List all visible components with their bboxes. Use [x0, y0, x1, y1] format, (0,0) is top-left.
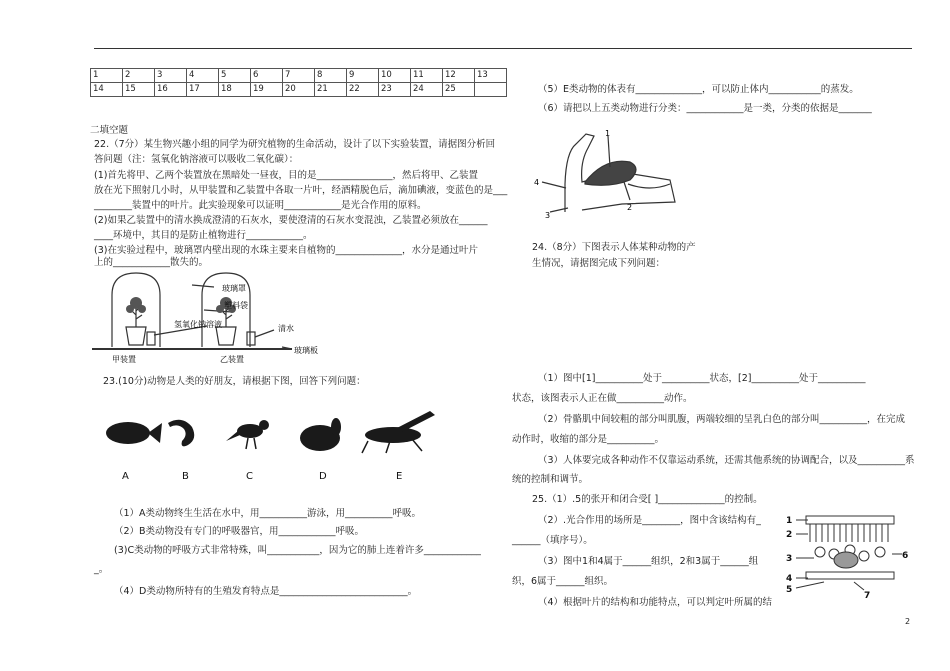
answer-cell: 8: [315, 69, 347, 83]
q24-s1b: 状态，该图表示人正在做__________动作。: [512, 393, 693, 404]
apparatus-figure: [92, 265, 377, 365]
answer-cell: 17: [187, 83, 219, 97]
label-yi: 乙装置: [220, 355, 244, 364]
leaf-label-3: 3: [786, 554, 793, 564]
q22-line3: (1)首先将甲、乙两个装置放在黑暗处一昼夜，目的是________________，然后将甲、乙装置: [94, 170, 478, 181]
q25-s2b: ______（填序号）。: [512, 535, 593, 546]
answer-cell: 6: [251, 69, 283, 83]
arm-figure: [530, 122, 685, 220]
answer-cell: 16: [155, 83, 187, 97]
label-b: B: [182, 471, 189, 482]
q24-title-a: 24.（8分）下图表示人体某种动物的产: [532, 242, 696, 253]
section-title: 二填空题: [90, 125, 129, 136]
label-glass: 玻璃罩: [222, 284, 246, 293]
answer-cell: 10: [379, 69, 411, 83]
animals-figure: [100, 405, 480, 485]
arm-label-1: 1: [605, 129, 611, 138]
q23-line1: 23.(10分)动物是人类的好朋友，请根据下图，回答下列问题：: [103, 376, 366, 387]
label-jia: 甲装置: [112, 355, 136, 364]
q24-s2: （2）骨骼肌中间较粗的部分叫肌腹，两端较细的呈乳白色的部分叫__________，在完成: [538, 414, 906, 425]
q22-line7: ____环境中，其目的是防止植物进行____________。: [94, 230, 313, 241]
q25-s4: （4）根据叶片的结构和功能特点，可以判定叶所属的结: [538, 597, 773, 608]
answer-cell: 21: [315, 83, 347, 97]
answer-cell: 14: [91, 83, 123, 97]
q22-line4: 放在光下照射几小时，从甲装置和乙装置中各取一片叶，经酒精脱色后，滴加碘液，变蓝色的是___: [94, 185, 508, 196]
answer-cell: 7: [283, 69, 315, 83]
q25-s2: （2）.光合作用的场所是________，图中含该结构有_: [538, 515, 761, 526]
answer-cell: 4: [187, 69, 219, 83]
biceps-shape: [585, 161, 636, 185]
q24-s2b: 动作时，收缩的部分是__________。: [512, 434, 665, 445]
answer-cell: 20: [283, 83, 315, 97]
leaf-section-figure: [784, 510, 912, 600]
label-naoh: 氢氧化钠溶液: [174, 320, 222, 329]
q24-s3b: 统的控制和调节。: [512, 474, 589, 485]
leaf-label-5: 5: [786, 585, 793, 595]
q23-s1: （1）A类动物终生生活在水中，用__________游泳，用__________呼吸。: [114, 508, 422, 519]
answer-cell: 12: [443, 69, 475, 83]
q23-s2: （2）B类动物没有专门的呼吸器官，用____________呼吸。: [114, 526, 365, 537]
leaf-label-1: 1: [786, 516, 793, 526]
label-water: 清水: [278, 324, 294, 333]
label-bag: 塑料袋: [224, 301, 248, 310]
q22-line6: (2)如果乙装置中的清水换成澄清的石灰水，要使澄清的石灰水变混浊，乙装置必须放在______: [94, 215, 488, 226]
label-d: D: [319, 471, 327, 482]
header-rule: [94, 48, 912, 49]
q25-s3b: 织，6属于______组织。: [512, 576, 614, 587]
answer-cell: 25: [443, 83, 475, 97]
arm-label-2: 2: [627, 203, 633, 212]
q22-line8: (3)在实验过程中，玻璃罩内壁出现的水珠主要来自植物的______________，水分是通过叶片: [94, 245, 478, 256]
q25-s3: （3）图中1和4属于______组织，2和3属于______组: [538, 556, 759, 567]
answer-cell: 5: [219, 69, 251, 83]
answer-cell: 9: [347, 69, 379, 83]
q23-s4: （4）D类动物所特有的生殖发育特点是___________________________。: [114, 586, 418, 597]
answer-cell: 2: [123, 69, 155, 83]
answer-cell: 23: [379, 83, 411, 97]
earthworm-icon: [168, 420, 194, 447]
fish-icon: [106, 422, 150, 444]
leaf-label-2: 2: [786, 530, 793, 540]
answer-cell: 22: [347, 83, 379, 97]
label-c: C: [246, 471, 253, 482]
answer-cell: 13: [475, 69, 507, 83]
leaf-label-4: 4: [786, 574, 793, 584]
answer-cell: 15: [123, 83, 155, 97]
answer-cell: 11: [411, 69, 443, 83]
q24-s1: （1）图中[1]__________处于__________状态，[2]__________处于__________: [538, 373, 866, 384]
answer-cell: 1: [91, 69, 123, 83]
q22-line2: 答问题（注：氢氧化钠溶液可以吸收二氧化碳）：: [94, 154, 299, 165]
answer-cell: 19: [251, 83, 283, 97]
q25-s1: 25.（1）.5的张开和闭合受[ ]______________的控制。: [532, 494, 763, 505]
answer-cell: 3: [155, 69, 187, 83]
label-a: A: [122, 471, 129, 482]
q23-s6: （6）请把以上五类动物进行分类：____________是一类，分类的依据是_______: [538, 103, 872, 114]
leaf-label-6: 6: [902, 551, 909, 561]
label-e: E: [396, 471, 403, 482]
q23-s3: (3)C类动物的呼吸方式非常特殊，叫___________，因为它的肺上连着许多____________: [114, 545, 481, 556]
q23-s5: （5）E类动物的体表有______________，可以防止体内___________的蒸发。: [538, 84, 859, 95]
bird-icon: [237, 424, 263, 438]
answer-cell: 18: [219, 83, 251, 97]
answer-cell: 24: [411, 83, 443, 97]
q24-s3: （3）人体要完成各种动作不仅靠运动系统，还需其他系统的协调配合，以及__________系: [538, 455, 915, 466]
arm-label-4: 4: [534, 178, 540, 187]
q22-line9: 上的____________散失的。: [94, 257, 209, 268]
label-plate: 玻璃板: [294, 346, 318, 355]
answer-table: [90, 68, 507, 97]
q23-s3b: _。: [94, 564, 109, 575]
arm-label-3: 3: [545, 211, 551, 220]
q22-line5: ________装置中的叶片。此实验现象可以证明____________是光合作用的原料。: [94, 200, 427, 211]
q22-line1: 22.（7分）某生物兴趣小组的同学为研究植物的生命活动，设计了以下实验装置，请据图分析回: [94, 139, 496, 150]
page-number: 2: [905, 617, 911, 626]
leaf-label-7: 7: [864, 591, 871, 600]
answer-cell: [475, 83, 507, 97]
q24-title-b: 生情况，请据图完成下列问题：: [532, 258, 666, 269]
